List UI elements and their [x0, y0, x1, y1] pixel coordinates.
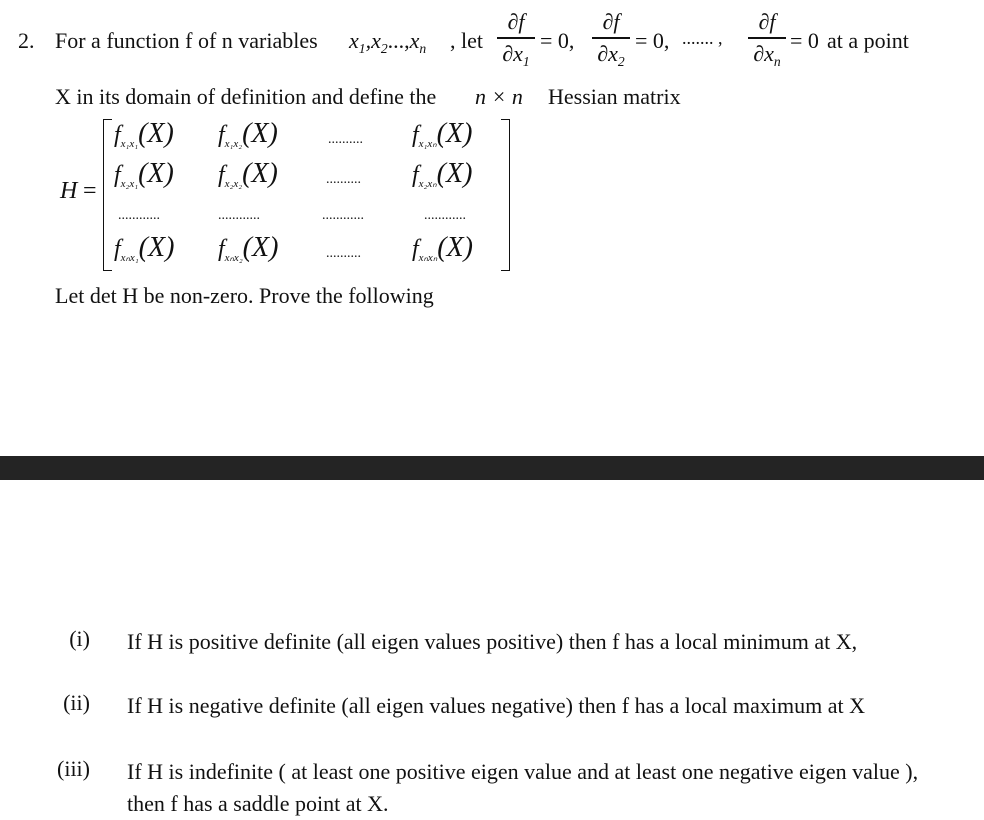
matrix-cell-2-2: $f_{x_2x_2}(X)$	[218, 158, 278, 190]
n-by-n: n × n	[475, 84, 523, 109]
item-text-iii: If H is indefinite ( at least one positive eigen value and at least one negative eigen value ), then f has a saddle point at X.	[127, 759, 919, 816]
matrix-cell-1-1: $f_{x_1x_1}(X)$	[114, 118, 174, 150]
matrix-sep-dots-1: ............	[118, 208, 160, 223]
line2-pre: X in its domain of definition and define the	[55, 84, 437, 109]
matrix-cell-1-n: $f_{x_1x_n}(X)$	[412, 118, 473, 150]
item-label-ii: (ii)	[63, 690, 90, 715]
matrix-right-bracket	[501, 119, 510, 271]
item-text-i: If H is positive definite (all eigen values positive) then f has a local minimum at X,	[127, 629, 858, 654]
partial-fraction-2: ∂f $\partial x_2$	[592, 8, 630, 68]
matrix-sep-dots-4: ............	[424, 208, 466, 223]
item-label-iii: (iii)	[57, 756, 90, 781]
matrix-cell-1-2: $f_{x_1x_2}(X)$	[218, 118, 278, 150]
partial-fraction-1: ∂f $\partial x_1$	[497, 8, 535, 68]
let-word: , let	[450, 28, 483, 53]
hessian-symbol: H	[60, 178, 78, 204]
equals-zero-n: = 0	[790, 28, 819, 53]
at-a-point: at a point	[827, 28, 909, 53]
ellipsis-dots: ....... ,	[682, 28, 723, 48]
matrix-row-dots-1: ..........	[328, 132, 363, 147]
matrix-equals: =	[83, 178, 97, 204]
item-label-i: (i)	[69, 626, 90, 651]
equals-zero-1: = 0,	[540, 28, 575, 53]
matrix-cell-2-n: $f_{x_2x_n}(X)$	[412, 158, 473, 190]
matrix-cell-2-1: $f_{x_2x_1}(X)$	[114, 158, 174, 190]
matrix-cell-n-1: $f_{x_nx_1}(X)$	[114, 232, 175, 264]
partial-fraction-n: ∂f $\partial x_n$	[748, 8, 786, 68]
problem-intro: For a function f of n variables	[55, 28, 318, 53]
section-divider-band	[0, 456, 984, 480]
item-text-ii: If H is negative definite (all eigen values negative) then f has a local maximum at X	[127, 693, 865, 718]
matrix-row-dots-2: ..........	[326, 172, 361, 187]
matrix-sep-dots-3: ............	[322, 208, 364, 223]
matrix-row-dots-n: ..........	[326, 246, 361, 261]
matrix-left-bracket	[103, 119, 112, 271]
variable-list: $x_1,x_2...,x_n$	[349, 28, 427, 56]
det-line: Let det H be non-zero. Prove the following	[55, 283, 434, 308]
equals-zero-2: = 0,	[635, 28, 670, 53]
line2-post: Hessian matrix	[548, 84, 681, 109]
matrix-sep-dots-2: ............	[218, 208, 260, 223]
matrix-cell-n-n: $f_{x_nx_n}(X)$	[412, 232, 473, 264]
problem-number: 2.	[18, 28, 35, 53]
matrix-cell-n-2: $f_{x_nx_2}(X)$	[218, 232, 279, 264]
